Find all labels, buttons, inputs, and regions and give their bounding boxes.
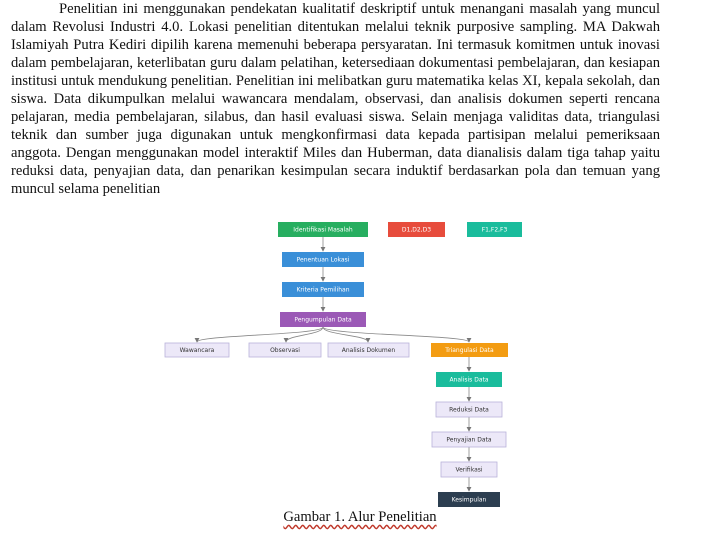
node-label: D1,D2,D3 [401, 226, 432, 234]
node-label: Kriteria Pemilihan [296, 286, 350, 294]
node-label: Pengumpulan Data [294, 316, 352, 324]
node-label: Analisis Data [449, 376, 489, 384]
figure-caption: Gambar 1. Alur Penelitian [283, 509, 437, 525]
node-label: F1,F2,F3 [481, 226, 508, 234]
node-penentuan-lokasi [282, 252, 364, 267]
node-label: Wawancara [179, 347, 215, 354]
node-analisis-data [436, 372, 502, 387]
node-triangulasi-data [431, 343, 508, 357]
node-analisis-dokumen [328, 343, 409, 357]
node-kriteria-pemilihan [282, 282, 364, 297]
node-identifikasi-masalah [278, 222, 368, 237]
connectors [197, 237, 469, 491]
node-wawancara [165, 343, 229, 357]
node-label: Penyajian Data [446, 436, 492, 444]
node-d-codes [388, 222, 445, 237]
node-reduksi-data [436, 402, 502, 417]
node-label: Identifikasi Masalah [293, 226, 353, 234]
node-verifikasi [441, 462, 497, 477]
node-label: Observasi [270, 347, 300, 354]
node-penyajian-data [432, 432, 506, 447]
node-label: Verifikasi [455, 466, 483, 474]
node-observasi [249, 343, 321, 357]
node-f-codes [467, 222, 522, 237]
node-label: Kesimpulan [451, 496, 487, 504]
node-kesimpulan [438, 492, 500, 507]
node-label: Penentuan Lokasi [296, 256, 350, 264]
node-pengumpulan-data [280, 312, 366, 327]
node-label: Triangulasi Data [445, 347, 494, 354]
node-label: Analisis Dokumen [341, 347, 396, 354]
node-label: Reduksi Data [449, 406, 489, 414]
body-paragraph: Penelitian ini menggunakan pendekatan kualitatif deskriptif untuk menangani masalah yang muncul dalam Revolusi Industri 4.0. Lokasi penelitian ditentukan melalui teknik purposive sampling. MA Dakwah Islamiyah Putra Kediri dipilih karena memenuhi beberapa persyaratan. Ini termasuk komitmen untuk inovasi dalam pembelajaran, keterlibatan guru dalam pelatihan, ketersediaan dokumentasi pembelajaran, dan kesiapan institusi untuk mendukung penelitian. Penelitian ini melibatkan guru matematika kelas XI, kepala sekolah, dan siswa. Data dikumpulkan melalui wawancara mendalam, observasi, dan analisis dokumen seperti rencana pelajaran, media pembelajaran, silabus, dan hasil evaluasi siswa. Selain menjaga validitas data, triangulasi teknik dan sumber juga digunakan untuk mengkonfirmasi data kepada partisipan melalui pemeriksaan anggota. Dengan menggunakan model interaktif Miles dan Huberman, data dianalisis dalam tiga tahap yaitu reduksi data, penyajian data, dan penarikan kesimpulan secara induktif berdasarkan pola dan temuan yang muncul selama penelitian [11, 1, 660, 197]
